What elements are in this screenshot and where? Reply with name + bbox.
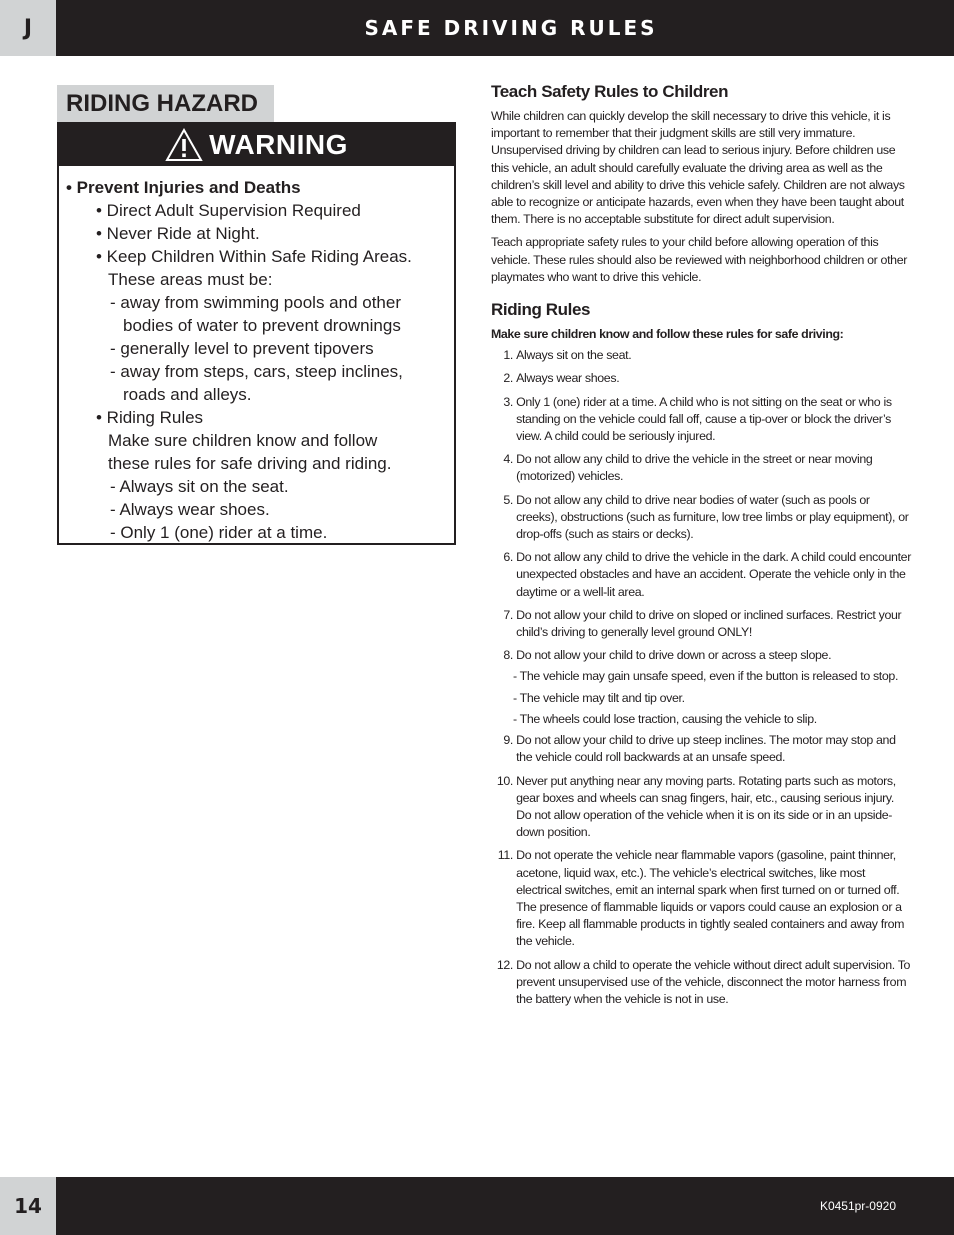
warning-body: [59, 166, 454, 544]
rule-text: Always wear shoes.: [516, 371, 620, 386]
warning-line: - away from steps, cars, steep inclines,: [110, 362, 403, 381]
warning-line: these rules for safe driving and riding.: [108, 454, 392, 473]
warning-line: - Always sit on the seat.: [110, 477, 289, 496]
rule-item: [491, 607, 911, 641]
rule-item: [491, 394, 911, 446]
rule-item: [491, 451, 911, 485]
riding-rules-list: [491, 347, 911, 1008]
teach-safety-heading: Teach Safety Rules to Children: [491, 82, 729, 101]
rule-number: 6.: [503, 550, 513, 565]
rule-item: [491, 492, 911, 544]
document-code: K0451pr-0920: [819, 1199, 896, 1213]
riding-rules-intro: Make sure children know and follow these rules for safe driving:: [491, 327, 844, 342]
warning-line: • Never Ride at Night.: [96, 224, 260, 243]
rule-number: 1.: [503, 348, 513, 363]
rule-text: Do not allow any child to drive near bodies of water (such as pools or creeks), obstructions (such as furniture, low tree limbs or play equipment), or drop-offs (such as stairs or decks).: [516, 492, 909, 542]
rule-item: [491, 647, 911, 728]
rule-item: [491, 347, 911, 364]
warning-line: • Keep Children Within Safe Riding Areas.: [96, 247, 412, 266]
warning-line: - generally level to prevent tipovers: [110, 339, 374, 358]
riding-hazard-label: RIDING HAZARD: [57, 85, 274, 122]
rule-item: [491, 773, 911, 842]
rule-number: 3.: [503, 394, 513, 409]
rule-sub-item: - The wheels could lose traction, causing the vehicle to slip.: [513, 711, 817, 726]
rule-number: 9.: [503, 733, 513, 748]
warning-line: • Prevent Injuries and Deaths: [66, 178, 301, 197]
warning-line: • Direct Adult Supervision Required: [96, 201, 361, 220]
rule-text: Do not allow your child to drive down or across a steep slope.: [516, 648, 832, 663]
teach-paragraph-2: Teach appropriate safety rules to your child before allowing operation of this vehicle. These rules should also be reviewed with neighborhood children or other playmates who want to drive this vehicle.: [491, 235, 908, 284]
warning-line: roads and alleys.: [123, 385, 252, 404]
page-number: 14: [0, 1177, 56, 1235]
rule-text: Only 1 (one) rider at a time. A child who is not sitting on the seat or who is standing on the vehicle could fall off, cause a tip-over or block the driver’s view. A child could be seriously injured.: [516, 394, 892, 444]
rule-number: 11.: [497, 848, 513, 863]
rule-text: Do not allow your child to drive up steep inclines. The motor may stop and the vehicle could roll backwards at an unsafe speed.: [516, 733, 896, 765]
warning-line: Make sure children know and follow: [108, 431, 378, 450]
warning-line: - Always wear shoes.: [110, 500, 270, 519]
rule-number: 12.: [496, 957, 513, 972]
warning-line: bodies of water to prevent drownings: [123, 316, 401, 335]
warning-box: [57, 122, 456, 545]
rule-text: Do not allow any child to drive the vehicle in the dark. A child could encounter unexpected obstacles and have an accident. Operate the vehicle only in the daytime or a well-lit area.: [516, 550, 912, 599]
warning-word: WARNING: [209, 129, 348, 160]
warning-line: These areas must be:: [108, 270, 273, 289]
teach-paragraph-1: While children can quickly develop the skill necessary to drive this vehicle, it is important to remember that their judgment skills are still very immature. Unsupervised driving by children can lead to serious injury. Before children use this vehicle, an adult should carefully evaluate the driving area as well as the children’s skill level and ability to drive this vehicle safely. Children are not always able to recognize or anticipate hazards, even when they have been taught about them. There is no acceptable substitute for direct adult supervision.: [491, 109, 905, 227]
rule-number: 2.: [503, 371, 513, 386]
riding-rules-heading: Riding Rules: [491, 300, 591, 320]
rule-number: 10.: [496, 773, 513, 788]
section-letter-tab: J: [0, 0, 56, 56]
rule-text: Never put anything near any moving parts. Rotating parts such as motors, gear boxes and wheels can snag fingers, hair, etc., causing serious injury. Do not allow operation of the vehicle when it is on its side or in an upside-down position.: [516, 773, 896, 840]
rule-item: [491, 732, 911, 766]
rule-number: 7.: [503, 607, 513, 622]
rule-number: 5.: [503, 492, 513, 507]
rule-number: 4.: [503, 452, 513, 467]
rule-item: [491, 957, 911, 1009]
warning-header: [59, 124, 454, 166]
rule-text: Do not allow your child to drive on sloped or inclined surfaces. Restrict your child’s driving to generally level ground ONLY!: [516, 607, 902, 640]
rule-text: Do not allow any child to drive the vehicle in the street or near moving (motorized) vehicles.: [516, 452, 873, 484]
warning-triangle-icon: [165, 128, 203, 162]
rule-text: Do not allow a child to operate the vehicle without direct adult supervision. To prevent unsupervised use of the vehicle, disconnect the motor harness from the battery when the vehicle is not in use.: [516, 957, 911, 1006]
footer-bar: [0, 1177, 954, 1235]
rule-number: 8.: [503, 648, 513, 663]
page-title: SAFE DRIVING RULES: [364, 16, 658, 40]
warning-line: • Riding Rules: [96, 408, 204, 427]
rule-sub-item: - The vehicle may tilt and tip over.: [513, 690, 685, 705]
rule-item: [491, 549, 911, 601]
warning-line: - away from swimming pools and other: [110, 293, 402, 312]
rule-text: Always sit on the seat.: [516, 348, 632, 363]
rule-text: Do not operate the vehicle near flammable vapors (gasoline, paint thinner, acetone, liquid wax, etc.). The vehicle’s electrical switches, like most electrical switches, emit an internal spark when first turned on or turned off. The presence of flammable liquids or vapors could cause an explosion or a fire. Keep all flammable products in tightly sealed containers and away from the vehicle.: [516, 848, 905, 949]
warning-line: - Only 1 (one) rider at a time.: [110, 523, 328, 542]
rule-item: [491, 370, 911, 387]
safety-rules-column: [491, 82, 911, 1014]
rule-sub-item: - The vehicle may gain unsafe speed, even if the button is released to stop.: [513, 669, 899, 684]
rule-item: [491, 847, 911, 950]
